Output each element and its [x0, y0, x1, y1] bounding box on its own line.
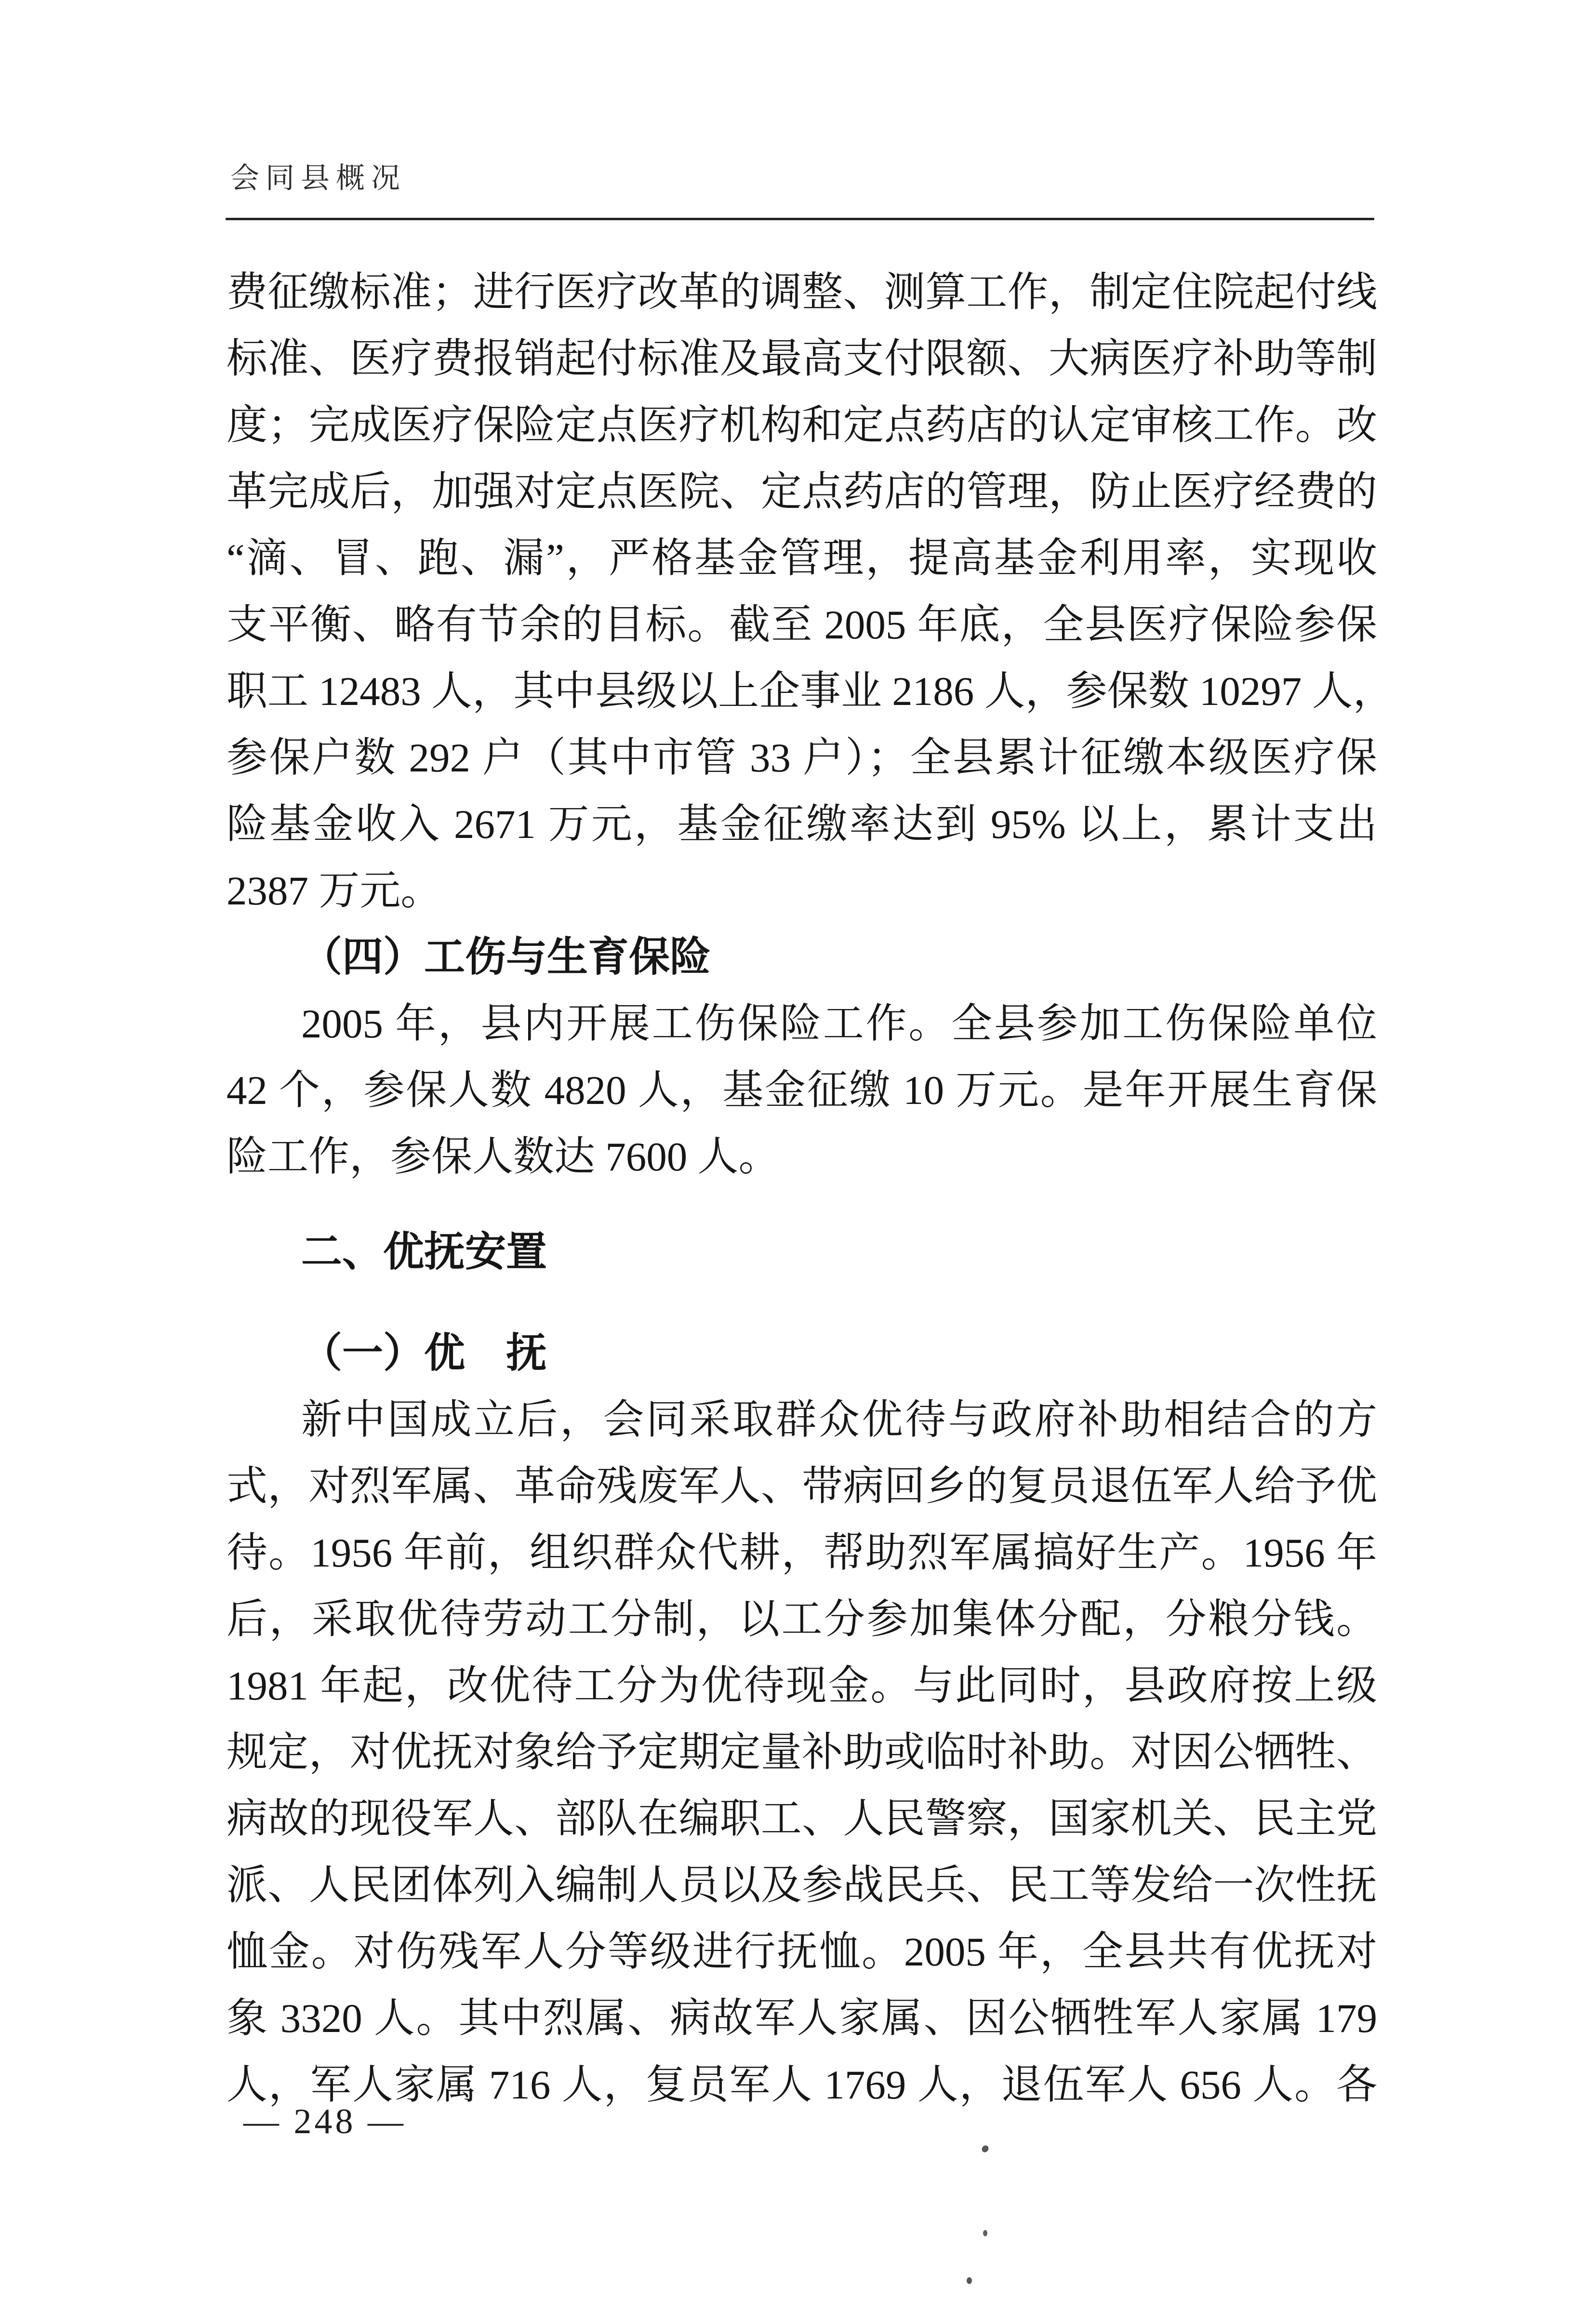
scan-speck	[967, 2277, 972, 2284]
body-line: 后，采取优待劳动工分制，以工分参加集体分配，分粮分钱。	[226, 1597, 1377, 1642]
body-line: 1981 年起，改优待工分为优待现金。与此同时，县政府按上级	[226, 1663, 1377, 1709]
body-line: 待。1956 年前，组织群众代耕，帮助烈军属搞好生产。1956 年	[226, 1530, 1377, 1576]
body-line: 标准、医疗费报销起付标准及最高支付限额、大病医疗补助等制	[226, 336, 1377, 382]
body-line: 2005 年，县内开展工伤保险工作。全县参加工伤保险单位	[301, 1001, 1377, 1047]
body-line: 恤金。对伤残军人分等级进行抚恤。2005 年，全县共有优抚对	[226, 1929, 1377, 1975]
section-heading-two: 二、优抚安置	[301, 1230, 547, 1275]
page-number: — 248 —	[243, 2102, 406, 2141]
body-line: 规定，对优抚对象给予定期定量补助或临时补助。对因公牺牲、	[226, 1730, 1377, 1775]
body-line: 新中国成立后，会同采取群众优待与政府补助相结合的方	[301, 1397, 1377, 1443]
page-body	[226, 259, 1394, 2118]
body-line: 职工 12483 人，其中县级以上企事业 2186 人，参保数 10297 人，	[226, 669, 1394, 714]
body-line: 2387 万元。	[226, 868, 442, 914]
body-line: 支平衡、略有节余的目标。截至 2005 年底，全县医疗保险参保	[226, 602, 1377, 648]
running-header: 会同县概况	[230, 162, 406, 194]
body-line: 费征缴标准；进行医疗改革的调整、测算工作，制定住院起付线	[226, 270, 1377, 315]
scan-speck	[983, 2230, 987, 2236]
body-line: 派、人民团体列入编制人员以及参战民兵、民工等发给一次性抚	[226, 1863, 1377, 1908]
body-line: 式，对烈军属、革命残废军人、带病回乡的复员退伍军人给予优	[226, 1464, 1377, 1509]
body-line: 险基金收入 2671 万元，基金征缴率达到 95% 以上，累计支出	[226, 802, 1377, 847]
subsection-heading-four: （四）工伤与生育保险	[301, 935, 711, 980]
body-line: 42 个，参保人数 4820 人，基金征缴 10 万元。是年开展生育保	[226, 1068, 1377, 1113]
body-line: 险工作，参保人数达 7600 人。	[226, 1134, 780, 1180]
body-line: 参保户数 292 户（其中市管 33 户）；全县累计征缴本级医疗保	[226, 735, 1377, 781]
body-line: 革完成后，加强对定点医院、定点药店的管理，防止医疗经费的	[226, 469, 1377, 515]
body-line: 人，军人家属 716 人，复员军人 1769 人，退伍军人 656 人。各	[226, 2062, 1377, 2108]
body-line: “滴、冒、跑、漏”，严格基金管理，提高基金利用率，实现收	[226, 536, 1377, 581]
header-rule	[226, 218, 1374, 220]
body-line: 度；完成医疗保险定点医疗机构和定点药店的认定审核工作。改	[226, 403, 1377, 448]
subsection-heading-one: （一）优 抚	[301, 1331, 547, 1376]
scan-speck	[981, 2144, 990, 2154]
body-line: 病故的现役军人、部队在编职工、人民警察，国家机关、民主党	[226, 1796, 1377, 1842]
body-line: 象 3320 人。其中烈属、病故军人家属、因公牺牲军人家属 179	[226, 1996, 1377, 2041]
